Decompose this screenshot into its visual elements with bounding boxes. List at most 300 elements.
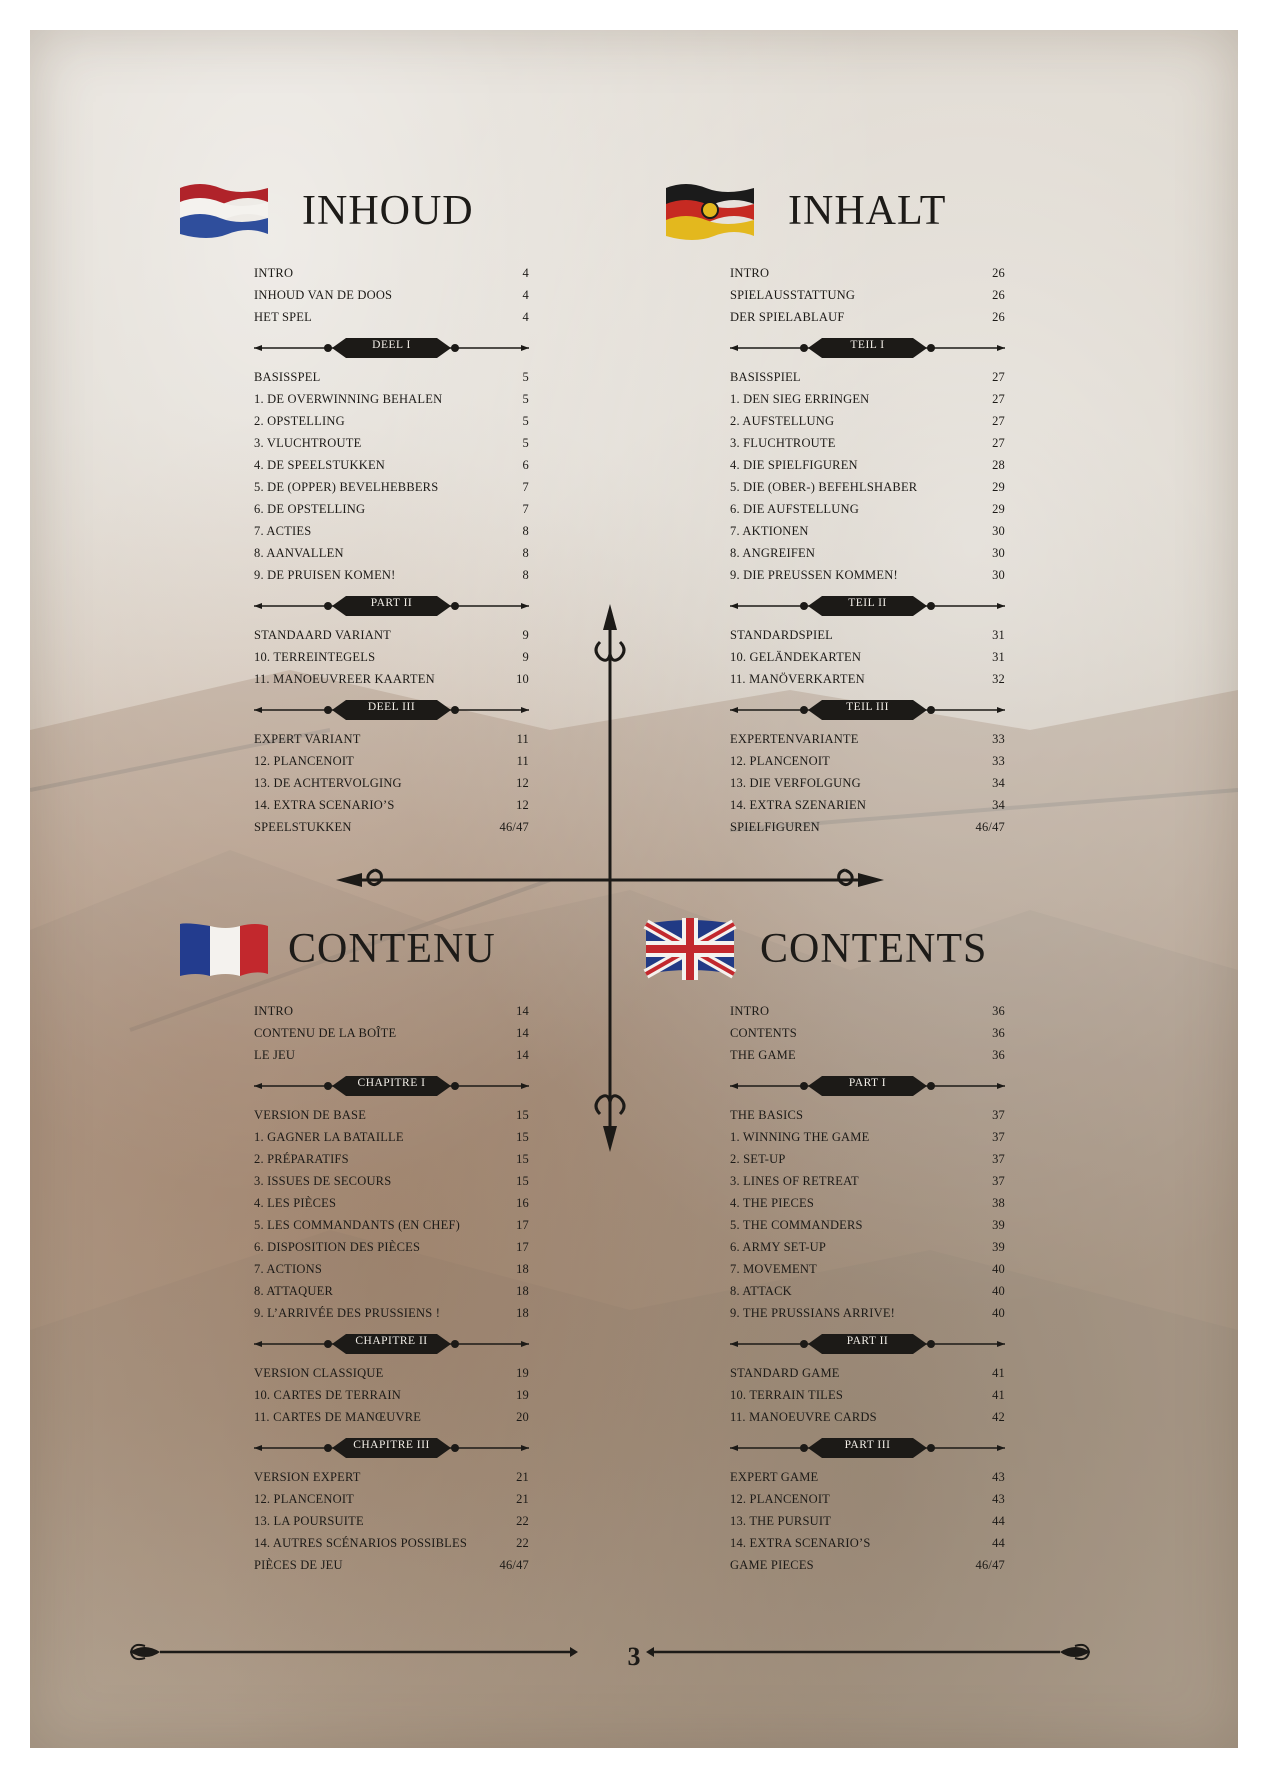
toc-entry-label: 2. SET-UP [730, 1152, 786, 1166]
toc-entry-page: 21 [516, 1492, 529, 1506]
toc-entry-label: 3. ISSUES DE SECOURS [254, 1174, 392, 1188]
toc-entry-label: 6. DIE AUFSTELLUNG [730, 502, 859, 516]
toc-entry-label: 11. CARTES DE MANŒUVRE [254, 1410, 422, 1424]
toc-entry-label: 5. THE COMMANDERS [730, 1218, 863, 1232]
toc-entry [730, 1532, 1005, 1554]
toc-entry [254, 1044, 529, 1066]
toc-entry-page: 15 [516, 1108, 529, 1122]
toc-entry [730, 366, 1005, 388]
toc-section-group [730, 366, 1005, 586]
section-banner [730, 594, 1005, 618]
toc-entry [730, 772, 1005, 794]
section-banner [254, 1332, 529, 1356]
toc-entry-label: CONTENTS [730, 1026, 797, 1040]
toc-entry-label: 10. GELÄNDEKARTEN [730, 650, 862, 664]
toc-entry-label: STANDARD GAME [730, 1366, 840, 1380]
toc-entry-page: 26 [992, 310, 1005, 324]
toc-entry [730, 1126, 1005, 1148]
toc-intro-group [730, 1000, 1005, 1066]
toc-entry-label: 11. MANÖVERKARTEN [730, 672, 865, 686]
toc-entry [254, 1510, 529, 1532]
toc-entry-label: INHOUD VAN DE DOOS [254, 288, 393, 302]
toc-entry-page: 40 [992, 1306, 1005, 1320]
toc-entry [730, 1280, 1005, 1302]
toc-entry-page: 15 [516, 1174, 529, 1188]
toc-entry-label: 12. PLANCENOIT [730, 754, 831, 768]
toc-entry [730, 1258, 1005, 1280]
germany-flag-icon [662, 180, 758, 242]
toc-entry-page: 27 [992, 436, 1005, 450]
toc-entry [254, 542, 529, 564]
toc-entry-label: 14. EXTRA SCENARIO’S [254, 798, 395, 812]
toc-entry [730, 794, 1005, 816]
toc-entry-label: INTRO [254, 266, 294, 280]
toc-entry-label: 7. ACTIES [254, 524, 312, 538]
page-background [30, 30, 1238, 1748]
toc-entry-label: PIÈCES DE JEU [254, 1558, 343, 1572]
toc-entry-page: 46/47 [499, 1558, 529, 1572]
toc-entry-label: 4. THE PIECES [730, 1196, 814, 1210]
toc-entry-page: 16 [516, 1196, 529, 1210]
toc-entry [730, 454, 1005, 476]
toc-entry-page: 12 [516, 798, 529, 812]
toc-entry-page: 36 [992, 1004, 1005, 1018]
toc-entry [254, 564, 529, 586]
section-banner [730, 336, 1005, 360]
toc-entry-page: 5 [522, 370, 529, 384]
toc-entry [730, 1236, 1005, 1258]
toc-entry-label: 6. DE OPSTELLING [254, 502, 366, 516]
toc-entry-label: DER SPIELABLAUF [730, 310, 845, 324]
section-banner-label: TEIL II [848, 597, 887, 609]
toc-entry-page: 19 [516, 1388, 529, 1402]
toc-entry-page: 37 [992, 1130, 1005, 1144]
toc-entry-label: VERSION CLASSIQUE [254, 1366, 384, 1380]
toc-entry [730, 284, 1005, 306]
section-banner-label: DEEL III [367, 701, 416, 713]
toc-entry [254, 520, 529, 542]
toc-entry [254, 1532, 529, 1554]
toc-entry-label: 11. MANOEUVRE CARDS [730, 1410, 877, 1424]
toc-entry-page: 19 [516, 1366, 529, 1380]
toc-entry-page: 30 [992, 568, 1005, 582]
toc-entry-label: 4. LES PIÈCES [254, 1196, 337, 1210]
toc-entry [730, 1362, 1005, 1384]
toc-entry [254, 366, 529, 388]
toc-entry-page: 31 [992, 628, 1005, 642]
toc-entry-page: 8 [522, 546, 529, 560]
toc-entry-page: 8 [522, 568, 529, 582]
toc-entry-page: 15 [516, 1152, 529, 1166]
toc-entry-label: EXPERTENVARIANTE [730, 732, 859, 746]
toc-entry [254, 1104, 529, 1126]
toc-entry-label: 3. FLUCHTROUTE [730, 436, 836, 450]
toc-entry-label: CONTENU DE LA BOÎTE [254, 1026, 397, 1040]
toc-entry-label: 7. MOVEMENT [730, 1262, 817, 1276]
toc-entry-page: 29 [992, 502, 1005, 516]
toc-entry [730, 1302, 1005, 1324]
section-banner [254, 698, 529, 722]
toc-entry [730, 1148, 1005, 1170]
toc-section-group [730, 1466, 1005, 1576]
toc-section-group [730, 728, 1005, 838]
toc-entry-label: HET SPEL [254, 310, 312, 324]
toc-entry [254, 498, 529, 520]
toc-entry-page: 4 [522, 310, 529, 324]
section-banner-label: PART II [846, 1335, 889, 1347]
toc-entry-label: 1. DEN SIEG ERRINGEN [730, 392, 870, 406]
section-heading-inhalt: INHALT [788, 188, 947, 234]
toc-entry-page: 12 [516, 776, 529, 790]
toc-entry-label: 8. ANGREIFEN [730, 546, 816, 560]
toc-entry-label: 13. THE PURSUIT [730, 1514, 832, 1528]
toc-entry-page: 32 [992, 672, 1005, 686]
page-number: 3 [627, 1642, 641, 1671]
toc-entry [730, 1022, 1005, 1044]
toc-entry [730, 564, 1005, 586]
toc-entry-page: 46/47 [499, 820, 529, 834]
toc-entry-page: 15 [516, 1130, 529, 1144]
toc-entry-label: BASISSPEL [254, 370, 321, 384]
toc-intro-group [254, 262, 529, 328]
toc-entry-page: 30 [992, 524, 1005, 538]
section-heading-inhoud: INHOUD [302, 188, 474, 234]
section-banner-label: CHAPITRE II [355, 1335, 428, 1347]
toc-entry-page: 30 [992, 546, 1005, 560]
toc-entry-page: 18 [516, 1284, 529, 1298]
toc-entry [254, 388, 529, 410]
section-banner-label: PART II [370, 597, 413, 609]
header-de [662, 180, 946, 242]
toc-entry [254, 1488, 529, 1510]
toc-entry [254, 1466, 529, 1488]
section-banner [730, 698, 1005, 722]
toc-entry-page: 10 [516, 672, 529, 686]
toc-entry-page: 7 [522, 480, 529, 494]
toc-entry [254, 816, 529, 838]
toc-entry-label: 7. ACTIONS [254, 1262, 322, 1276]
toc-section-group [730, 1104, 1005, 1324]
toc-entry [254, 1214, 529, 1236]
toc-entry [254, 284, 529, 306]
toc-entry-label: 5. DE (OPPER) BEVELHEBBERS [254, 480, 439, 494]
toc-entry-page: 5 [522, 392, 529, 406]
toc-entry [730, 542, 1005, 564]
toc-entry-page: 14 [516, 1026, 529, 1040]
toc-entry-page: 21 [516, 1470, 529, 1484]
toc-entry [254, 772, 529, 794]
toc-entry-page: 37 [992, 1174, 1005, 1188]
toc-entry-page: 36 [992, 1026, 1005, 1040]
toc-entry [730, 728, 1005, 750]
toc-entry-label: STANDAARD VARIANT [254, 628, 392, 642]
toc-entry-label: 14. EXTRA SZENARIEN [730, 798, 867, 812]
toc-entry-label: 2. AUFSTELLUNG [730, 414, 835, 428]
toc-entry-page: 43 [992, 1492, 1005, 1506]
toc-entry-label: VERSION DE BASE [254, 1108, 367, 1122]
toc-entry [730, 262, 1005, 284]
toc-section-group [254, 366, 529, 586]
header-nl [176, 180, 474, 242]
toc-entry-label: 2. OPSTELLING [254, 414, 345, 428]
toc-entry-page: 33 [992, 732, 1005, 746]
section-banner-label: DEEL I [372, 339, 411, 351]
toc-section-group [730, 1362, 1005, 1428]
toc-entry [254, 646, 529, 668]
toc-entry-label: 9. THE PRUSSIANS ARRIVE! [730, 1306, 896, 1320]
toc-entry [254, 1148, 529, 1170]
section-banner-label: PART I [848, 1077, 887, 1089]
toc-entry [254, 1170, 529, 1192]
toc-entry-label: SPIELAUSSTATTUNG [730, 288, 856, 302]
toc-entry [730, 1214, 1005, 1236]
toc-entry-label: 10. TERREINTEGELS [254, 650, 376, 664]
toc-entry [730, 1000, 1005, 1022]
toc-entry-page: 20 [516, 1410, 529, 1424]
toc-entry-page: 5 [522, 414, 529, 428]
toc-entry-label: SPEELSTUKKEN [254, 820, 352, 834]
toc-entry-label: 10. TERRAIN TILES [730, 1388, 844, 1402]
toc-entry-page: 22 [516, 1536, 529, 1550]
toc-entry-page: 27 [992, 370, 1005, 384]
toc-entry-page: 39 [992, 1240, 1005, 1254]
toc-entry-label: 9. L’ARRIVÉE DES PRUSSIENS ! [254, 1306, 441, 1320]
toc-entry-page: 4 [522, 266, 529, 280]
toc-entry-page: 22 [516, 1514, 529, 1528]
toc-entry-label: THE BASICS [730, 1108, 804, 1122]
toc-entry-label: 1. DE OVERWINNING BEHALEN [254, 392, 443, 406]
union-jack-flag-icon [642, 918, 738, 980]
toc-entry-page: 27 [992, 414, 1005, 428]
toc-entry-page: 17 [516, 1218, 529, 1232]
toc-entry-label: 10. CARTES DE TERRAIN [254, 1388, 401, 1402]
toc-inhalt [730, 262, 1005, 846]
toc-entry-label: 13. LA POURSUITE [254, 1514, 364, 1528]
toc-entry-page: 41 [992, 1388, 1005, 1402]
toc-entry-label: 1. WINNING THE GAME [730, 1130, 870, 1144]
toc-entry [730, 498, 1005, 520]
toc-entry-label: 7. AKTIONEN [730, 524, 809, 538]
toc-entry-label: 5. LES COMMANDANTS (EN CHEF) [254, 1218, 460, 1232]
toc-entry [730, 1488, 1005, 1510]
toc-entry-page: 46/47 [975, 1558, 1005, 1572]
section-banner [254, 1074, 529, 1098]
toc-entry-label: 6. ARMY SET-UP [730, 1240, 826, 1254]
toc-entry-page: 26 [992, 266, 1005, 280]
toc-entry-page: 18 [516, 1306, 529, 1320]
toc-entry [254, 1384, 529, 1406]
toc-entry [254, 1280, 529, 1302]
toc-entry [254, 432, 529, 454]
section-heading-contenu: CONTENU [288, 926, 496, 972]
toc-entry [730, 668, 1005, 690]
section-banner [730, 1436, 1005, 1460]
toc-entry [254, 410, 529, 432]
toc-entry-page: 34 [992, 776, 1005, 790]
toc-intro-group [254, 1000, 529, 1066]
toc-entry [730, 1384, 1005, 1406]
toc-entry-label: 11. MANOEUVREER KAARTEN [254, 672, 435, 686]
toc-contents [730, 1000, 1005, 1584]
toc-entry-page: 14 [516, 1048, 529, 1062]
toc-entry [254, 794, 529, 816]
toc-entry-label: 8. ATTACK [730, 1284, 792, 1298]
toc-entry-page: 4 [522, 288, 529, 302]
toc-entry [254, 1022, 529, 1044]
toc-entry [730, 646, 1005, 668]
toc-entry [254, 1236, 529, 1258]
toc-entry [730, 410, 1005, 432]
toc-entry-label: 8. ATTAQUER [254, 1284, 333, 1298]
toc-entry [254, 1000, 529, 1022]
toc-entry-label: STANDARDSPIEL [730, 628, 833, 642]
toc-entry [730, 306, 1005, 328]
toc-entry-page: 40 [992, 1284, 1005, 1298]
toc-entry-label: 1. GAGNER LA BATAILLE [254, 1130, 404, 1144]
toc-entry [730, 816, 1005, 838]
toc-entry-page: 37 [992, 1152, 1005, 1166]
toc-entry [254, 1258, 529, 1280]
toc-entry [254, 476, 529, 498]
toc-entry-label: 3. LINES OF RETREAT [730, 1174, 859, 1188]
toc-entry [730, 624, 1005, 646]
toc-entry [730, 432, 1005, 454]
toc-entry [730, 476, 1005, 498]
section-banner [254, 336, 529, 360]
toc-entry-page: 9 [522, 650, 529, 664]
toc-entry-label: THE GAME [730, 1048, 796, 1062]
toc-entry-label: GAME PIECES [730, 1558, 814, 1572]
toc-entry [254, 668, 529, 690]
toc-entry-page: 36 [992, 1048, 1005, 1062]
toc-entry-page: 11 [516, 754, 529, 768]
toc-entry [254, 750, 529, 772]
section-banner [730, 1074, 1005, 1098]
toc-entry-label: 9. DE PRUISEN KOMEN! [254, 568, 396, 582]
toc-entry-page: 43 [992, 1470, 1005, 1484]
toc-section-group [730, 624, 1005, 690]
toc-inhoud [254, 262, 529, 846]
toc-entry [730, 1406, 1005, 1428]
toc-entry [254, 1302, 529, 1324]
toc-entry-page: 33 [992, 754, 1005, 768]
section-banner-label: TEIL III [846, 701, 889, 713]
toc-entry-page: 28 [992, 458, 1005, 472]
toc-entry-label: LE JEU [254, 1048, 296, 1062]
toc-entry [254, 1554, 529, 1576]
toc-entry-label: 9. DIE PREUSSEN KOMMEN! [730, 568, 898, 582]
toc-entry-label: EXPERT VARIANT [254, 732, 361, 746]
toc-entry [254, 1362, 529, 1384]
section-banner-label: TEIL I [850, 339, 885, 351]
toc-entry-label: 3. VLUCHTROUTE [254, 436, 362, 450]
toc-section-group [254, 624, 529, 690]
toc-entry [730, 388, 1005, 410]
cross-divider-ornament [30, 30, 1238, 1748]
toc-entry-label: 4. DE SPEELSTUKKEN [254, 458, 386, 472]
toc-entry-page: 7 [522, 502, 529, 516]
toc-entry-page: 37 [992, 1108, 1005, 1122]
toc-entry-label: BASISSPIEL [730, 370, 801, 384]
header-fr [176, 918, 496, 980]
toc-contenu [254, 1000, 529, 1584]
toc-section-group [254, 1466, 529, 1576]
toc-entry [730, 1510, 1005, 1532]
toc-entry [730, 1044, 1005, 1066]
toc-entry [730, 1466, 1005, 1488]
toc-entry-label: INTRO [730, 266, 770, 280]
toc-entry-label: SPIELFIGUREN [730, 820, 820, 834]
toc-entry [254, 306, 529, 328]
toc-entry-page: 41 [992, 1366, 1005, 1380]
toc-entry [254, 262, 529, 284]
toc-entry-page: 5 [522, 436, 529, 450]
toc-entry [730, 1192, 1005, 1214]
toc-entry-label: 12. PLANCENOIT [730, 1492, 831, 1506]
section-banner [730, 1332, 1005, 1356]
toc-entry-label: 8. AANVALLEN [254, 546, 344, 560]
toc-entry-label: VERSION EXPERT [254, 1470, 361, 1484]
header-en [642, 918, 987, 980]
toc-entry [730, 1170, 1005, 1192]
toc-entry-page: 38 [992, 1196, 1005, 1210]
toc-entry-label: 14. EXTRA SCENARIO’S [730, 1536, 871, 1550]
toc-entry-page: 17 [516, 1240, 529, 1254]
toc-entry-page: 44 [992, 1514, 1005, 1528]
toc-entry-page: 26 [992, 288, 1005, 302]
toc-entry [254, 728, 529, 750]
toc-entry-label: INTRO [730, 1004, 770, 1018]
toc-entry-page: 31 [992, 650, 1005, 664]
section-banner-label: PART III [844, 1439, 891, 1451]
toc-entry-page: 27 [992, 392, 1005, 406]
toc-entry-label: 13. DIE VERFOLGUNG [730, 776, 861, 790]
toc-entry-page: 6 [522, 458, 529, 472]
toc-entry [254, 454, 529, 476]
section-banner [254, 1436, 529, 1460]
netherlands-flag-icon [176, 180, 272, 242]
toc-entry-page: 11 [516, 732, 529, 746]
toc-entry-page: 18 [516, 1262, 529, 1276]
toc-entry-page: 8 [522, 524, 529, 538]
toc-entry-label: 5. DIE (OBER-) BEFEHLSHABER [730, 480, 918, 494]
toc-entry-page: 34 [992, 798, 1005, 812]
toc-entry [730, 1104, 1005, 1126]
toc-entry-page: 46/47 [975, 820, 1005, 834]
toc-entry-label: 13. DE ACHTERVOLGING [254, 776, 402, 790]
toc-entry-page: 44 [992, 1536, 1005, 1550]
toc-entry [730, 750, 1005, 772]
toc-entry [254, 1192, 529, 1214]
toc-entry-page: 40 [992, 1262, 1005, 1276]
toc-entry-label: 14. AUTRES SCÉNARIOS POSSIBLES [254, 1536, 467, 1550]
toc-intro-group [730, 262, 1005, 328]
toc-entry-label: EXPERT GAME [730, 1470, 819, 1484]
france-flag-icon [176, 918, 272, 980]
toc-section-group [254, 728, 529, 838]
toc-entry-page: 42 [992, 1410, 1005, 1424]
toc-entry-label: 12. PLANCENOIT [254, 754, 355, 768]
toc-entry-page: 14 [516, 1004, 529, 1018]
toc-entry [254, 1406, 529, 1428]
section-heading-contents: CONTENTS [760, 926, 988, 972]
toc-entry-label: 4. DIE SPIELFIGUREN [730, 458, 858, 472]
toc-entry-label: INTRO [254, 1004, 294, 1018]
toc-entry-label: 12. PLANCENOIT [254, 1492, 355, 1506]
toc-entry [730, 1554, 1005, 1576]
section-banner-label: CHAPITRE III [353, 1439, 430, 1451]
toc-entry [254, 624, 529, 646]
